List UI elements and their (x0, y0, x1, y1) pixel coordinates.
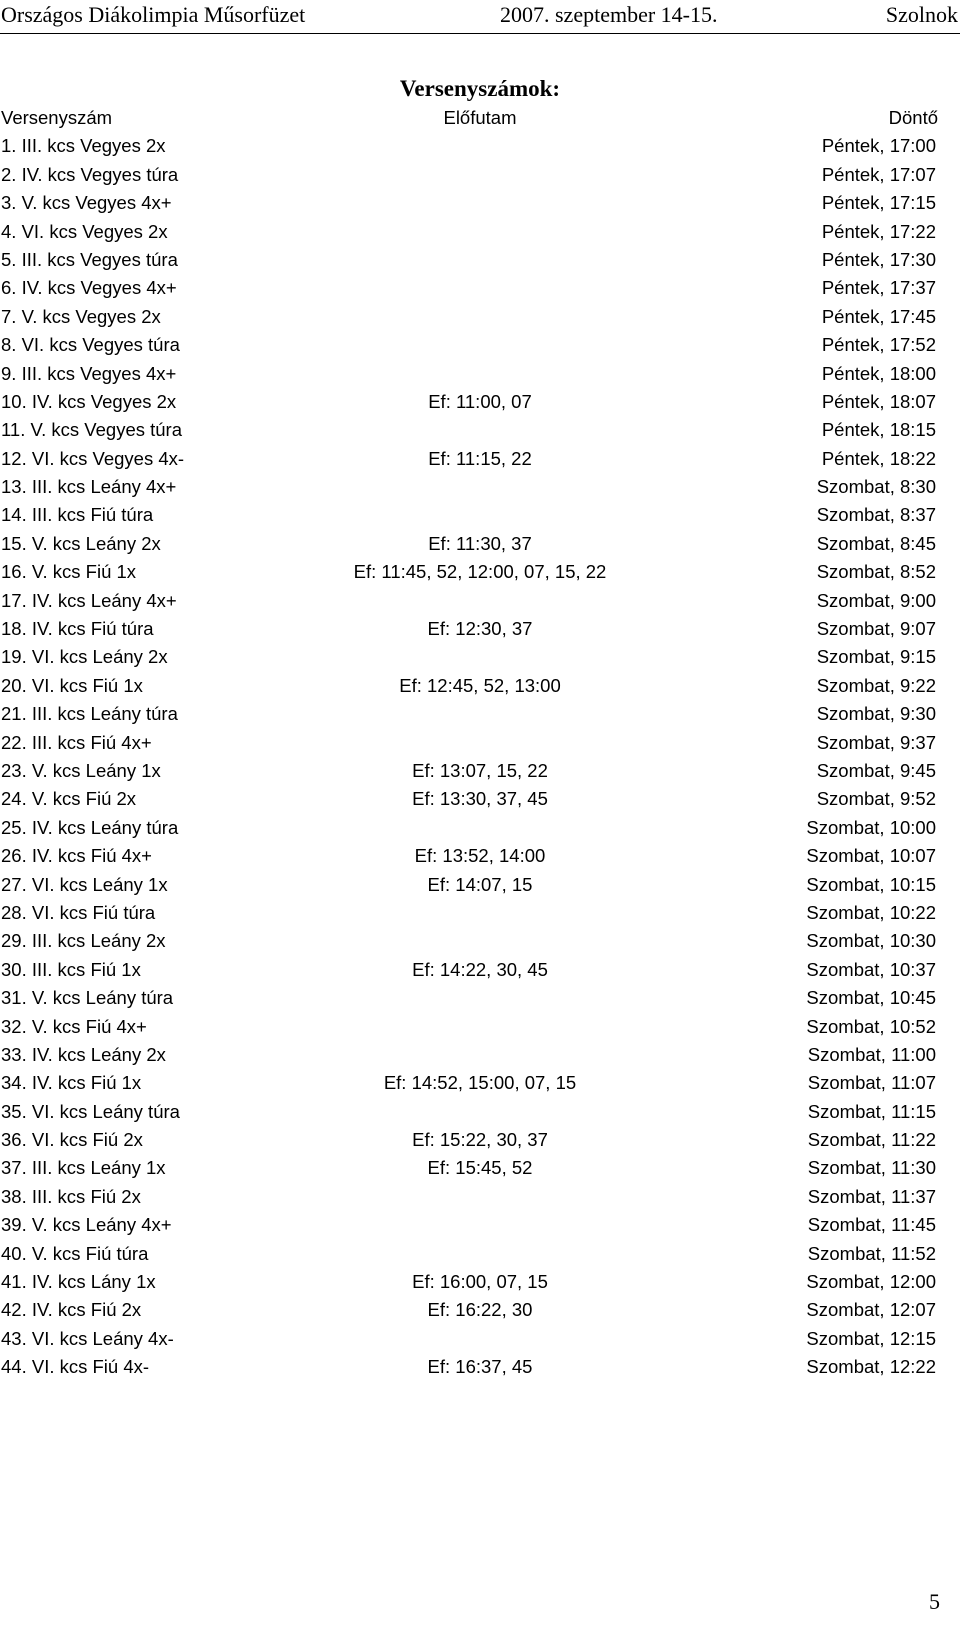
final-cell: Szombat, 9:45 (816, 759, 936, 781)
table-row (0, 729, 960, 757)
final-cell: Szombat, 8:52 (816, 561, 936, 583)
table-row (0, 1296, 960, 1324)
event-cell: 17. IV. kcs Leány 4x+ (1, 589, 177, 611)
final-cell: Szombat, 10:07 (806, 845, 936, 867)
final-cell: Szombat, 9:37 (816, 731, 936, 753)
event-cell: 25. IV. kcs Leány túra (1, 816, 179, 838)
event-cell: 9. III. kcs Vegyes 4x+ (1, 362, 177, 384)
table-row (0, 1268, 960, 1296)
table-row (0, 501, 960, 529)
event-cell: 37. III. kcs Leány 1x (1, 1157, 166, 1179)
table-row (0, 1041, 960, 1069)
event-cell: 33. IV. kcs Leány 2x (1, 1043, 166, 1065)
final-cell: Szombat, 9:00 (816, 589, 936, 611)
final-cell: Péntek, 17:00 (821, 135, 936, 157)
event-cell: 14. III. kcs Fiú túra (1, 504, 154, 526)
final-cell: Péntek, 17:22 (821, 220, 936, 242)
table-row (0, 1240, 960, 1268)
event-cell: 28. VI. kcs Fiú túra (1, 901, 156, 923)
final-cell: Szombat, 8:30 (816, 476, 936, 498)
table-row (0, 161, 960, 189)
table-row (0, 331, 960, 359)
table-row (0, 984, 960, 1012)
event-cell: 4. VI. kcs Vegyes 2x (1, 220, 168, 242)
table-row (0, 1126, 960, 1154)
final-cell: Szombat, 10:22 (806, 901, 936, 923)
event-cell: 38. III. kcs Fiú 2x (1, 1185, 141, 1207)
heat-cell: Ef: 11:15, 22 (428, 447, 532, 469)
final-cell: Péntek, 17:15 (821, 192, 936, 214)
final-cell: Szombat, 10:00 (806, 816, 936, 838)
heat-cell: Ef: 15:22, 30, 37 (412, 1129, 548, 1151)
table-row (0, 871, 960, 899)
event-cell: 35. VI. kcs Leány túra (1, 1100, 180, 1122)
event-cell: 40. V. kcs Fiú túra (1, 1242, 149, 1264)
table-row (0, 218, 960, 246)
final-cell: Szombat, 12:00 (806, 1271, 936, 1293)
table-body (0, 132, 960, 1381)
header-divider (0, 33, 960, 34)
heat-cell: Ef: 12:30, 37 (427, 618, 533, 640)
table-row (0, 360, 960, 388)
final-cell: Szombat, 12:07 (806, 1299, 936, 1321)
final-cell: Szombat, 9:07 (816, 618, 936, 640)
heat-cell: Ef: 11:45, 52, 12:00, 07, 15, 22 (353, 561, 607, 583)
event-cell: 1. III. kcs Vegyes 2x (1, 135, 166, 157)
column-header-event: Versenyszám (1, 107, 113, 128)
event-cell: 13. III. kcs Leány 4x+ (1, 476, 177, 498)
heat-cell: Ef: 14:52, 15:00, 07, 15 (383, 1072, 577, 1094)
final-cell: Szombat, 12:22 (806, 1356, 936, 1378)
table-row (0, 274, 960, 302)
event-cell: 22. III. kcs Fiú 4x+ (1, 731, 152, 753)
page-title: Versenyszámok: (399, 76, 561, 101)
event-cell: 7. V. kcs Vegyes 2x (1, 305, 161, 327)
final-cell: Péntek, 18:00 (821, 362, 936, 384)
table-row (0, 672, 960, 700)
final-cell: Szombat, 9:22 (816, 674, 936, 696)
event-cell: 6. IV. kcs Vegyes 4x+ (1, 277, 177, 299)
event-cell: 20. VI. kcs Fiú 1x (1, 674, 143, 696)
final-cell: Szombat, 9:30 (816, 703, 936, 725)
final-cell: Szombat, 10:45 (806, 987, 936, 1009)
table-row (0, 473, 960, 501)
final-cell: Péntek, 18:07 (821, 390, 936, 412)
table-row (0, 189, 960, 217)
event-cell: 42. IV. kcs Fiú 2x (1, 1299, 142, 1321)
table-row (0, 956, 960, 984)
table-row (0, 1154, 960, 1182)
event-cell: 30. III. kcs Fiú 1x (1, 958, 141, 980)
final-cell: Szombat, 8:37 (816, 504, 936, 526)
table-row (0, 1211, 960, 1239)
header-date: 2007. szeptember 14-15. (500, 2, 718, 27)
final-cell: Péntek, 17:45 (821, 305, 936, 327)
final-cell: Szombat, 11:00 (807, 1043, 936, 1065)
table-row (0, 1353, 960, 1381)
table-row (0, 643, 960, 671)
events-table (0, 104, 960, 1382)
event-cell: 5. III. kcs Vegyes túra (1, 248, 178, 270)
event-cell: 32. V. kcs Fiú 4x+ (1, 1015, 147, 1037)
event-cell: 26. IV. kcs Fiú 4x+ (1, 845, 152, 867)
header-location: Szolnok (885, 2, 958, 27)
table-row (0, 1013, 960, 1041)
final-cell: Szombat, 8:45 (816, 532, 936, 554)
event-cell: 27. VI. kcs Leány 1x (1, 873, 168, 895)
event-cell: 3. V. kcs Vegyes 4x+ (1, 192, 172, 214)
final-cell: Szombat, 11:52 (807, 1242, 936, 1264)
final-cell: Péntek, 17:07 (821, 163, 936, 185)
event-cell: 31. V. kcs Leány túra (1, 987, 174, 1009)
header-publication-title: Országos Diákolimpia Műsorfüzet (1, 2, 306, 27)
final-cell: Szombat, 11:22 (807, 1129, 936, 1151)
final-cell: Szombat, 9:52 (816, 788, 936, 810)
column-header-final: Döntő (888, 107, 938, 128)
event-cell: 21. III. kcs Leány túra (1, 703, 178, 725)
heat-cell: Ef: 16:00, 07, 15 (412, 1271, 548, 1293)
final-cell: Szombat, 11:15 (807, 1100, 936, 1122)
event-cell: 44. VI. kcs Fiú 4x- (1, 1356, 150, 1378)
event-cell: 18. IV. kcs Fiú túra (1, 618, 154, 640)
event-cell: 24. V. kcs Fiú 2x (1, 788, 137, 810)
heat-cell: Ef: 13:52, 14:00 (414, 845, 546, 867)
event-cell: 43. VI. kcs Leány 4x- (1, 1327, 174, 1349)
table-row (0, 445, 960, 473)
final-cell: Szombat, 11:45 (807, 1214, 936, 1236)
final-cell: Szombat, 10:15 (806, 873, 936, 895)
table-row (0, 388, 960, 416)
final-cell: Szombat, 10:52 (806, 1015, 936, 1037)
event-cell: 12. VI. kcs Vegyes 4x- (1, 447, 185, 469)
table-row (0, 700, 960, 728)
table-row (0, 303, 960, 331)
final-cell: Szombat, 11:37 (807, 1185, 936, 1207)
heat-cell: Ef: 11:30, 37 (428, 532, 532, 554)
final-cell: Szombat, 11:07 (807, 1072, 936, 1094)
event-cell: 36. VI. kcs Fiú 2x (1, 1129, 143, 1151)
table-row (0, 416, 960, 444)
final-cell: Péntek, 17:37 (821, 277, 936, 299)
final-cell: Szombat, 11:30 (807, 1157, 936, 1179)
table-row (0, 1069, 960, 1097)
table-row (0, 927, 960, 955)
table-row (0, 246, 960, 274)
heat-cell: Ef: 16:22, 30 (427, 1299, 533, 1321)
heat-cell: Ef: 11:00, 07 (428, 390, 532, 412)
heat-cell: Ef: 12:45, 52, 13:00 (399, 674, 561, 696)
page-number: 5 (929, 1589, 940, 1614)
event-cell: 10. IV. kcs Vegyes 2x (1, 390, 177, 412)
table-row (0, 1098, 960, 1126)
table-row (0, 558, 960, 586)
event-cell: 23. V. kcs Leány 1x (1, 759, 161, 781)
event-cell: 11. V. kcs Vegyes túra (1, 419, 182, 441)
final-cell: Szombat, 12:15 (806, 1327, 936, 1349)
final-cell: Péntek, 17:30 (821, 248, 936, 270)
table-row (0, 842, 960, 870)
final-cell: Szombat, 10:37 (806, 958, 936, 980)
event-cell: 41. IV. kcs Lány 1x (1, 1271, 156, 1293)
event-cell: 2. IV. kcs Vegyes túra (1, 163, 179, 185)
table-row (0, 899, 960, 927)
event-cell: 19. VI. kcs Leány 2x (1, 646, 168, 668)
table-row (0, 814, 960, 842)
event-cell: 39. V. kcs Leány 4x+ (1, 1214, 172, 1236)
page-header (0, 0, 960, 30)
table-row (0, 132, 960, 160)
final-cell: Szombat, 9:15 (816, 646, 936, 668)
final-cell: Péntek, 17:52 (821, 334, 936, 356)
event-cell: 34. IV. kcs Fiú 1x (1, 1072, 142, 1094)
table-row (0, 530, 960, 558)
heat-cell: Ef: 14:07, 15 (427, 873, 533, 895)
heat-cell: Ef: 13:07, 15, 22 (412, 759, 548, 781)
heat-cell: Ef: 16:37, 45 (427, 1356, 533, 1378)
heat-cell: Ef: 15:45, 52 (427, 1157, 533, 1179)
table-row (0, 615, 960, 643)
event-cell: 29. III. kcs Leány 2x (1, 930, 166, 952)
column-header-heat: Előfutam (443, 107, 517, 128)
heat-cell: Ef: 14:22, 30, 45 (412, 958, 548, 980)
table-row (0, 1325, 960, 1353)
table-row (0, 757, 960, 785)
event-cell: 16. V. kcs Fiú 1x (1, 561, 137, 583)
final-cell: Szombat, 10:30 (806, 930, 936, 952)
final-cell: Péntek, 18:22 (821, 447, 936, 469)
heat-cell: Ef: 13:30, 37, 45 (412, 788, 548, 810)
table-row (0, 785, 960, 813)
event-cell: 8. VI. kcs Vegyes túra (1, 334, 180, 356)
table-header-row (0, 104, 960, 132)
table-row (0, 1183, 960, 1211)
table-row (0, 587, 960, 615)
event-cell: 15. V. kcs Leány 2x (1, 532, 161, 554)
final-cell: Péntek, 18:15 (821, 419, 936, 441)
